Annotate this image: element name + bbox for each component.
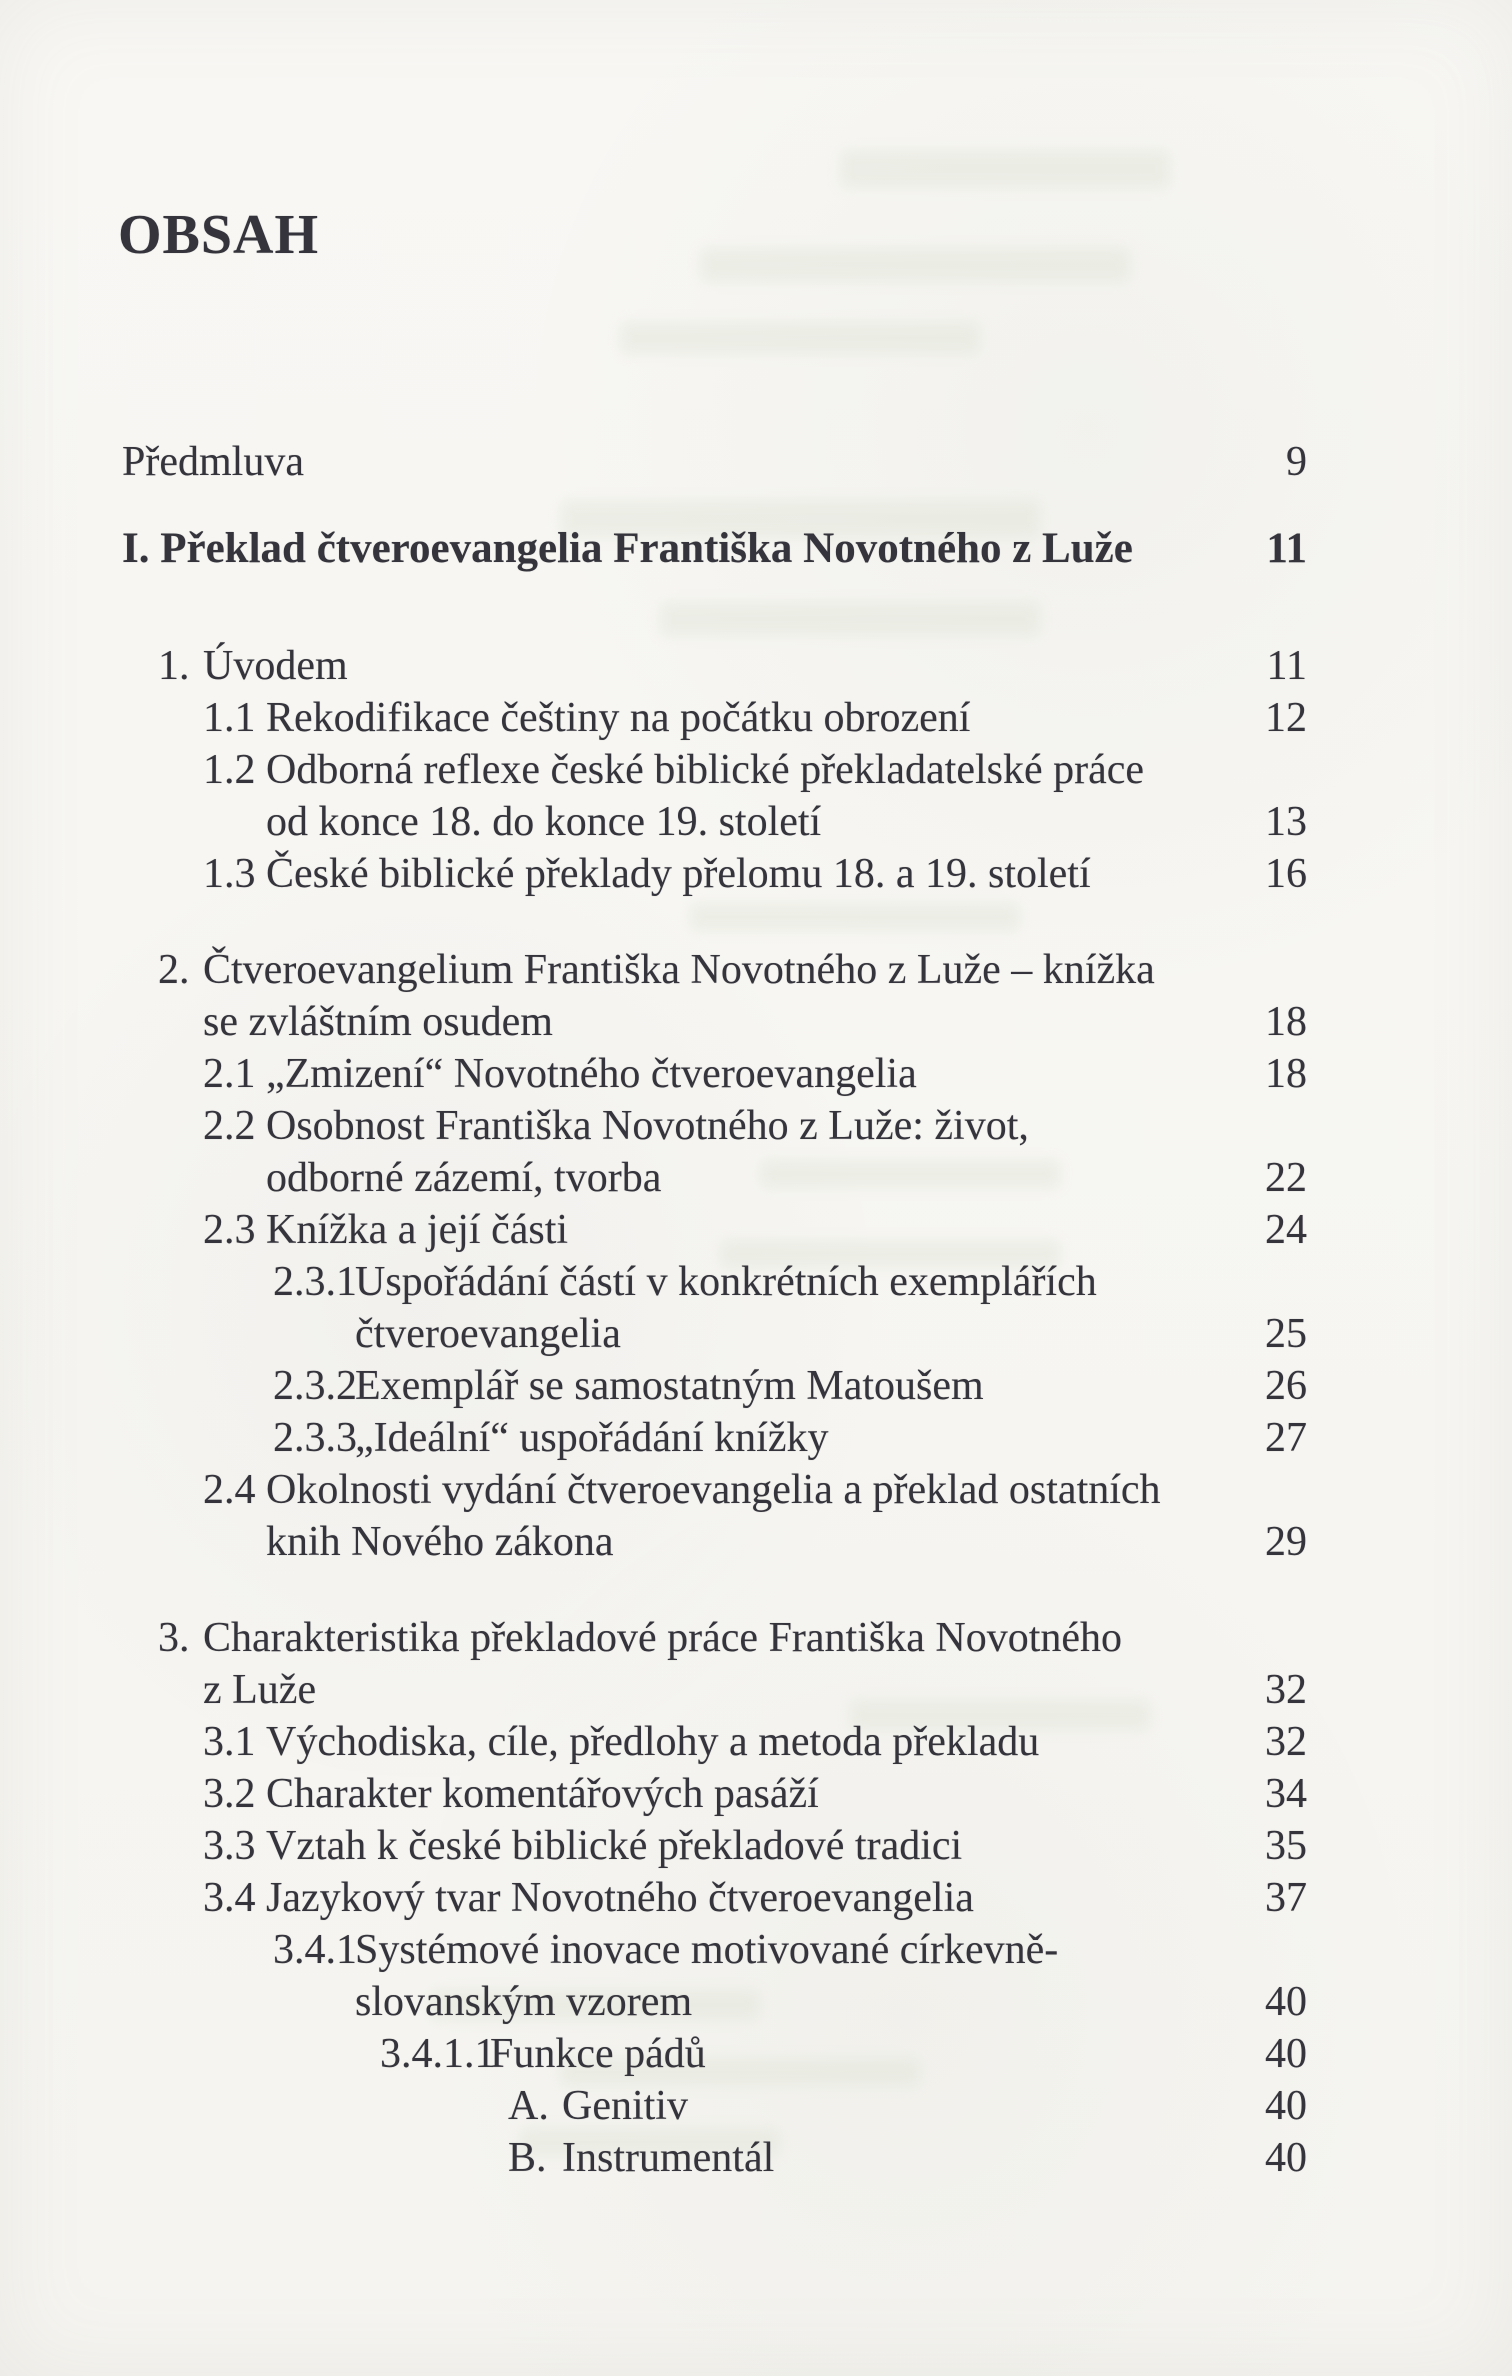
toc-entry-line (0, 1048, 1307, 1100)
toc-entry (0, 1256, 1307, 1360)
entry-number: 1.1 (203, 695, 256, 741)
entry-number: 3. (158, 1615, 190, 1661)
toc-entry-line (0, 2080, 1307, 2132)
entry-text: Instrumentál (562, 2135, 775, 2181)
toc-entry-line (0, 1612, 1307, 1664)
toc-entry (0, 1048, 1307, 1100)
toc-entry-line (0, 1308, 1307, 1360)
toc-entry-line (0, 692, 1307, 744)
entry-text: knih Nového zákona (266, 1519, 614, 1565)
toc-entry-part (0, 520, 1307, 578)
entry-text: Rekodifikace češtiny na počátku obrození (266, 695, 971, 741)
toc-entry-line (0, 1768, 1307, 1820)
entry-text: od konce 18. do konce 19. století (266, 799, 822, 845)
toc-entry-line (0, 996, 1307, 1048)
bleed-through-ghost (660, 602, 1040, 636)
entry-number: 2. (158, 947, 190, 993)
page-number: 22 (1265, 1155, 1307, 1201)
toc-entry-line (0, 2132, 1307, 2184)
bleed-through-ghost (700, 248, 1130, 282)
entry-text: Charakter komentářových pasáží (266, 1771, 819, 1817)
entry-text: Čtveroevangelium Františka Novotného z Luže – knížka (203, 947, 1155, 993)
entry-number: 1. (158, 643, 190, 689)
toc-entry (0, 1872, 1307, 1924)
page-number: 18 (1265, 1051, 1307, 1097)
toc-entry (0, 692, 1307, 744)
toc-entry (0, 1924, 1307, 2028)
page-number: 9 (1286, 439, 1307, 485)
entry-text: odborné zázemí, tvorba (266, 1155, 662, 1201)
toc-entry-list (0, 640, 1307, 2184)
toc-entry (0, 1100, 1307, 1204)
toc-entry (0, 1360, 1307, 1412)
entry-number: 3.4.1.1 (380, 2031, 496, 2077)
toc-entry (0, 848, 1307, 900)
toc-entry (0, 1716, 1307, 1768)
toc-entry-line (0, 1100, 1307, 1152)
page-number: 24 (1265, 1207, 1307, 1253)
toc-entry-line (0, 1256, 1307, 1308)
page-number: 26 (1265, 1363, 1307, 1409)
entry-text: Odborná reflexe české biblické překladatelské práce (266, 747, 1145, 793)
entry-number: 2.3.3 (273, 1415, 357, 1461)
entry-text: Jazykový tvar Novotného čtveroevangelia (266, 1875, 974, 1921)
toc-entry-line (0, 1516, 1307, 1568)
entry-number: 2.3.1 (273, 1259, 357, 1305)
entry-text: Vztah k české biblické překladové tradici (266, 1823, 963, 1869)
entry-text: Předmluva (122, 439, 304, 485)
entry-text: z Luže (203, 1667, 317, 1713)
toc-entry-line (0, 1360, 1307, 1412)
entry-text: se zvláštním osudem (203, 999, 553, 1045)
entry-text: čtveroevangelia (355, 1311, 621, 1357)
toc-entry-line (0, 944, 1307, 996)
entry-number: 2.1 (203, 1051, 256, 1097)
page-number: 32 (1265, 1667, 1307, 1713)
entry-text: slovanským vzorem (355, 1979, 693, 2025)
page-number: 25 (1265, 1311, 1307, 1357)
entry-text: Okolnosti vydání čtveroevangelia a překlad ostatních (266, 1467, 1161, 1513)
toc-entry-line (0, 1976, 1307, 2028)
toc-entry (0, 744, 1307, 848)
toc-entry (0, 1204, 1307, 1256)
page-number: 40 (1265, 2031, 1307, 2077)
toc-entry-line (0, 1412, 1307, 1464)
page-number: 40 (1265, 1979, 1307, 2025)
entry-number: 3.2 (203, 1771, 256, 1817)
toc-entry (0, 1412, 1307, 1464)
entry-number: 3.4 (203, 1875, 256, 1921)
page-number: 11 (1266, 525, 1307, 572)
entry-number: 2.3.2 (273, 1363, 357, 1409)
bleed-through-ghost (840, 150, 1170, 188)
entry-number: 2.3 (203, 1207, 256, 1253)
entry-number: A. (508, 2083, 549, 2129)
page-number: 40 (1265, 2135, 1307, 2181)
entry-text: Genitiv (562, 2083, 688, 2129)
toc-entry-line (0, 1872, 1307, 1924)
toc-entry (0, 1612, 1307, 1716)
entry-text: „Ideální“ uspořádání knížky (355, 1415, 829, 1461)
entry-text: Východiska, cíle, předlohy a metoda překladu (266, 1719, 1040, 1765)
entry-number: 1.2 (203, 747, 256, 793)
bleed-through-ghost (620, 322, 980, 354)
toc-entry (0, 640, 1307, 692)
page-number: 40 (1265, 2083, 1307, 2129)
entry-text: Uspořádání částí v konkrétních exemplářích (355, 1259, 1097, 1305)
page-number: 18 (1265, 999, 1307, 1045)
toc-entry (0, 944, 1307, 1048)
toc-entry-line (0, 796, 1307, 848)
page-number: 13 (1265, 799, 1307, 845)
toc-entry (0, 2028, 1307, 2080)
page-number: 16 (1265, 851, 1307, 897)
entry-text: Knížka a její části (266, 1207, 569, 1253)
toc-entry-line (0, 744, 1307, 796)
toc-entry-line (0, 1664, 1307, 1716)
entry-number: 3.1 (203, 1719, 256, 1765)
entry-text: Systémové inovace motivované církevně- (355, 1927, 1059, 1973)
entry-number: 2.2 (203, 1103, 256, 1149)
entry-number: 1.3 (203, 851, 256, 897)
page-number: 34 (1265, 1771, 1307, 1817)
page-title: OBSAH (118, 204, 320, 266)
page-number: 27 (1265, 1415, 1307, 1461)
entry-text: „Zmizení“ Novotného čtveroevangelia (266, 1051, 917, 1097)
toc-entry-line (0, 1152, 1307, 1204)
entry-number: 2.4 (203, 1467, 256, 1513)
entry-text: Funkce pádů (490, 2031, 706, 2077)
toc-entry (0, 1464, 1307, 1568)
entry-text: Exemplář se samostatným Matoušem (355, 1363, 984, 1409)
toc-entry (0, 1768, 1307, 1820)
entry-text: Úvodem (203, 643, 348, 689)
page-number: 32 (1265, 1719, 1307, 1765)
entry-number: 3.4.1 (273, 1927, 357, 1973)
entry-number: B. (508, 2135, 547, 2181)
entry-text: Charakteristika překladové práce Františka Novotného (203, 1615, 1123, 1661)
toc-entry-line (0, 1924, 1307, 1976)
toc-entry-line (0, 1204, 1307, 1256)
toc-entry-preface (0, 436, 1307, 488)
entry-number: 3.3 (203, 1823, 256, 1869)
toc-entry-line (0, 1464, 1307, 1516)
page-number: 37 (1265, 1875, 1307, 1921)
entry-text: České biblické překlady přelomu 18. a 19. století (266, 851, 1091, 897)
toc-entry-line (0, 1820, 1307, 1872)
entry-text: Osobnost Františka Novotného z Luže: život, (266, 1103, 1029, 1149)
toc-entry (0, 2080, 1307, 2132)
toc-entry-line (0, 1716, 1307, 1768)
page-number: 12 (1265, 695, 1307, 741)
toc-entry (0, 2132, 1307, 2184)
toc-entry-line (0, 848, 1307, 900)
page-number: 29 (1265, 1519, 1307, 1565)
toc-entry-line (0, 2028, 1307, 2080)
toc-entry-line (0, 640, 1307, 692)
page-number: 11 (1266, 643, 1307, 689)
entry-text: I. Překlad čtveroevangelia Františka Novotného z Luže (122, 525, 1133, 572)
page-number: 35 (1265, 1823, 1307, 1869)
toc-entry (0, 1820, 1307, 1872)
